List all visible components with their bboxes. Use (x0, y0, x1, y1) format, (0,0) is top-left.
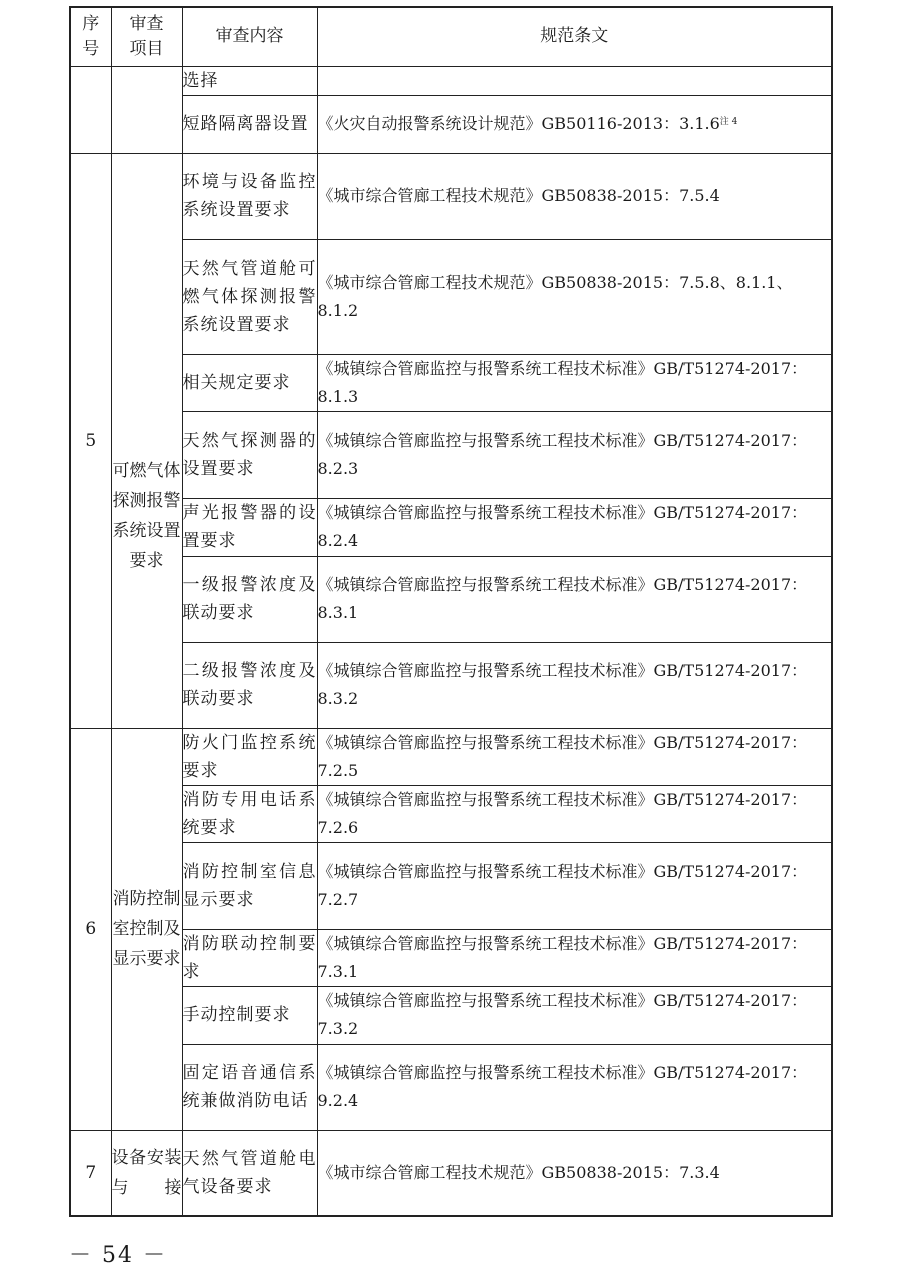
table-row (70, 354, 832, 411)
page-number: － 54 － (69, 1243, 167, 1268)
content-cell: 选择 (182, 66, 317, 95)
table-row (70, 642, 832, 728)
table-row (70, 1044, 832, 1130)
spec-cell: 《城镇综合管廊监控与报警系统工程技术标准》GB/T51274-2017：7.3.1 (317, 929, 832, 986)
table-row (70, 842, 832, 929)
header-content: 审查内容 (182, 7, 317, 66)
table-header-row (70, 7, 832, 66)
spec-cell: 《城镇综合管廊监控与报警系统工程技术标准》GB/T51274-2017：7.2.6 (317, 785, 832, 842)
header-item: 审查项目 (111, 7, 182, 66)
content-cell: 相关规定要求 (182, 354, 317, 411)
footnote-marker: 注 4 (719, 117, 738, 127)
item-cell: 可燃气体探测报警系统设置要求 (111, 153, 182, 728)
spec-cell (317, 95, 832, 153)
spec-cell: 《城市综合管廊工程技术规范》GB50838-2015：7.5.8、8.1.1、8.1.2 (317, 239, 832, 354)
table-row (70, 986, 832, 1044)
table-row (70, 556, 832, 642)
content-cell: 消防专用电话系统要求 (182, 785, 317, 842)
table-row (70, 66, 832, 95)
spec-cell: 《城镇综合管廊监控与报警系统工程技术标准》GB/T51274-2017：8.3.1 (317, 556, 832, 642)
seq-cell: 7 (70, 1130, 111, 1216)
content-cell: 天然气管道舱电气设备要求 (182, 1130, 317, 1216)
item-cell-continued (111, 66, 182, 153)
content-cell: 天然气探测器的设置要求 (182, 411, 317, 498)
content-cell: 一级报警浓度及联动要求 (182, 556, 317, 642)
content-cell: 消防控制室信息显示要求 (182, 842, 317, 929)
table-row (70, 785, 832, 842)
table-row (70, 498, 832, 556)
spec-cell: 《城市综合管廊工程技术规范》GB50838-2015：7.5.4 (317, 153, 832, 239)
spec-cell: 《城镇综合管廊监控与报警系统工程技术标准》GB/T51274-2017：9.2.4 (317, 1044, 832, 1130)
table-row (70, 929, 832, 986)
table-row (70, 95, 832, 153)
item-cell: 设备安装与接 (111, 1130, 182, 1216)
content-cell: 短路隔离器设置 (182, 95, 317, 153)
review-table (69, 6, 833, 1217)
content-cell: 固定语音通信系统兼做消防电话 (182, 1044, 317, 1130)
header-spec: 规范条文 (317, 7, 832, 66)
seq-cell: 5 (70, 153, 111, 728)
content-cell: 手动控制要求 (182, 986, 317, 1044)
table-row (70, 411, 832, 498)
spec-cell: 《城镇综合管廊监控与报警系统工程技术标准》GB/T51274-2017：8.1.3 (317, 354, 832, 411)
table-row (70, 153, 832, 239)
spec-cell (317, 66, 832, 95)
spec-text: 《火灾自动报警系统设计规范》GB50116-2013：3.1.6 (317, 114, 720, 133)
spec-cell: 《城镇综合管廊监控与报警系统工程技术标准》GB/T51274-2017：8.2.4 (317, 498, 832, 556)
content-cell: 消防联动控制要求 (182, 929, 317, 986)
content-cell: 天然气管道舱可燃气体探测报警系统设置要求 (182, 239, 317, 354)
seq-cell: 6 (70, 728, 111, 1130)
spec-cell: 《城镇综合管廊监控与报警系统工程技术标准》GB/T51274-2017：8.3.2 (317, 642, 832, 728)
spec-cell: 《城镇综合管廊监控与报警系统工程技术标准》GB/T51274-2017：7.2.5 (317, 728, 832, 785)
header-seq: 序号 (70, 7, 111, 66)
content-cell: 环境与设备监控系统设置要求 (182, 153, 317, 239)
content-cell: 二级报警浓度及联动要求 (182, 642, 317, 728)
table-row (70, 728, 832, 785)
spec-cell: 《城市综合管廊工程技术规范》GB50838-2015：7.3.4 (317, 1130, 832, 1216)
spec-cell: 《城镇综合管廊监控与报警系统工程技术标准》GB/T51274-2017：7.2.7 (317, 842, 832, 929)
spec-cell: 《城镇综合管廊监控与报警系统工程技术标准》GB/T51274-2017：7.3.2 (317, 986, 832, 1044)
table-row (70, 1130, 832, 1216)
spec-cell: 《城镇综合管廊监控与报警系统工程技术标准》GB/T51274-2017：8.2.3 (317, 411, 832, 498)
item-cell: 消防控制室控制及显示要求 (111, 728, 182, 1130)
content-cell: 防火门监控系统要求 (182, 728, 317, 785)
table-row (70, 239, 832, 354)
content-cell: 声光报警器的设置要求 (182, 498, 317, 556)
seq-cell-continued (70, 66, 111, 153)
